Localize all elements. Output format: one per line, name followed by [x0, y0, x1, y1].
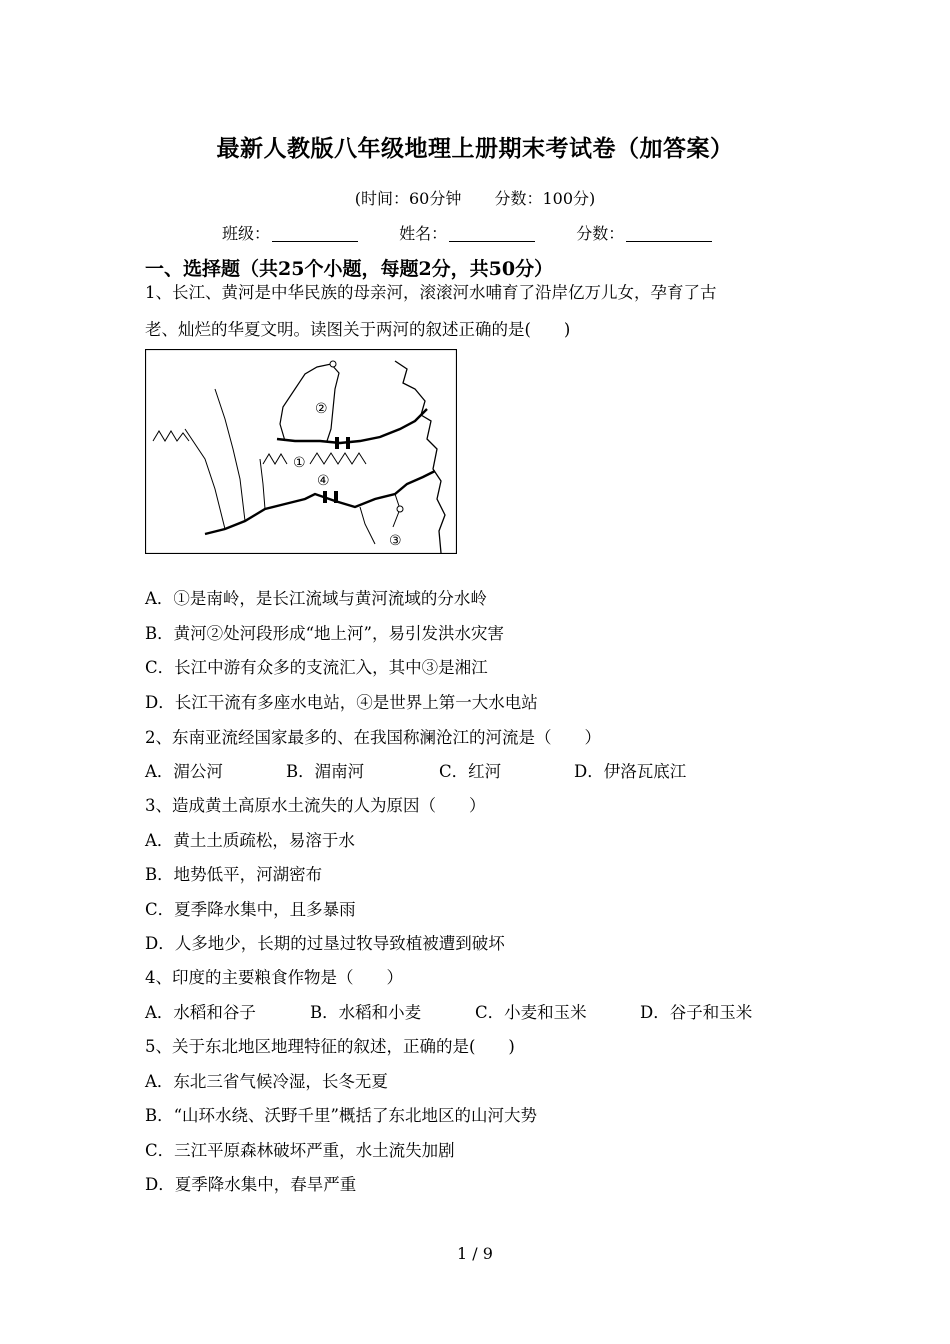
q4-option-d[interactable]: D．谷子和玉米 [640, 1003, 753, 1022]
q1-stem-line2: 老、灿烂的华夏文明。读图关于两河的叙述正确的是( ) [145, 320, 571, 339]
dam-4 [334, 491, 338, 503]
q2-stem: 2、东南亚流经国家最多的、在我国称澜沧江的河流是（ ） [145, 728, 601, 747]
q2-options [145, 758, 686, 782]
name-field[interactable]: 姓名： [399, 221, 535, 244]
q2-option-b[interactable]: B．湄南河 [286, 762, 365, 781]
dam-3 [323, 491, 327, 503]
score-info: 分数：100分) [494, 189, 596, 208]
q1-option-d[interactable]: D．长江干流有多座水电站，④是世界上第一大水电站 [145, 693, 538, 712]
score-blank[interactable] [626, 225, 712, 242]
time-info: (时间：60分钟 [354, 189, 462, 208]
class-field[interactable]: 班级： [222, 221, 358, 244]
q3-option-c[interactable]: C．夏季降水集中，且多暴雨 [145, 900, 356, 919]
q2-option-a[interactable]: A．湄公河 [145, 762, 223, 781]
q2-option-c[interactable]: C．红河 [439, 762, 502, 781]
q4-options [145, 999, 752, 1023]
q5-stem: 5、关于东北地区地理特征的叙述，正确的是( ) [145, 1037, 515, 1056]
map-label-2: ② [315, 401, 328, 417]
q1-option-b[interactable]: B．黄河②处河段形成“地上河”，易引发洪水灾害 [145, 624, 504, 643]
page-number: 1 / 9 [457, 1244, 493, 1263]
q4-option-c[interactable]: C．小麦和玉米 [475, 1003, 587, 1022]
score-field[interactable]: 分数： [576, 221, 712, 244]
q1-stem-line1: 1、长江、黄河是中华民族的母亲河，滚滚河水哺育了沿岸亿万儿女，孕育了古 [145, 283, 717, 302]
map-label-4: ④ [317, 473, 330, 489]
map-label-1: ① [293, 455, 306, 471]
lake-marker [397, 506, 403, 512]
q4-option-a[interactable]: A．水稻和谷子 [145, 1003, 256, 1022]
q5-option-d[interactable]: D．夏季降水集中，春旱严重 [145, 1175, 357, 1194]
q3-option-a[interactable]: A．黄土土质疏松，易溶于水 [145, 831, 355, 850]
q4-stem: 4、印度的主要粮食作物是（ ） [145, 968, 403, 987]
dam-1 [335, 437, 339, 449]
river-map [145, 349, 457, 554]
dam-2 [346, 437, 350, 449]
map-label-3: ③ [389, 533, 402, 549]
student-info-fields [222, 221, 748, 244]
q5-option-a[interactable]: A．东北三省气候冷湿，长冬无夏 [145, 1072, 388, 1091]
name-blank[interactable] [449, 225, 535, 242]
q3-stem: 3、造成黄土高原水土流失的人为原因（ ） [145, 796, 486, 815]
class-blank[interactable] [272, 225, 358, 242]
q2-option-d[interactable]: D．伊洛瓦底江 [574, 762, 687, 781]
q1-option-c[interactable]: C．长江中游有众多的支流汇入，其中③是湘江 [145, 658, 488, 677]
section-title: 一、选择题（共25个小题，每题2分，共50分） [145, 258, 554, 280]
exam-title: 最新人教版八年级地理上册期末考试卷（加答案） [216, 135, 734, 162]
q3-option-b[interactable]: B．地势低平，河湖密布 [145, 865, 323, 884]
q4-option-b[interactable]: B．水稻和小麦 [310, 1003, 422, 1022]
exam-meta [0, 186, 950, 209]
q3-option-d[interactable]: D．人多地少，长期的过垦过牧导致植被遭到破坏 [145, 934, 505, 953]
q5-option-b[interactable]: B．“山环水绕、沃野千里”概括了东北地区的山河大势 [145, 1106, 537, 1125]
q1-option-a[interactable]: A．①是南岭，是长江流域与黄河流域的分水岭 [145, 589, 487, 608]
loop-marker [330, 361, 336, 367]
q5-option-c[interactable]: C．三江平原森林破坏严重，水土流失加剧 [145, 1141, 455, 1160]
